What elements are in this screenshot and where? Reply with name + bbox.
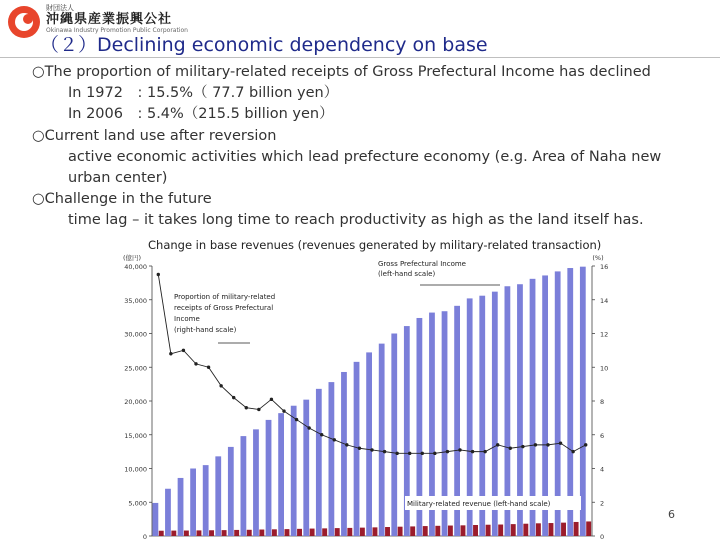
right-tick-label: 4 [600,465,605,474]
ratio-point [584,443,587,446]
left-tick-label: 15,000 [124,431,147,440]
military-revenue-bar [498,525,503,536]
right-tick-label: 0 [600,533,605,540]
gpi-bar [391,334,397,537]
gpi-bar [190,469,196,537]
military-revenue-bar [410,526,415,536]
military-revenue-bar [473,525,478,536]
military-annotation-text: Military-related revenue (left-hand scale) [407,500,551,508]
left-axis-unit: (億円) [122,254,142,262]
logo-circle-icon [6,4,42,40]
military-revenue-bar [197,530,202,536]
logo-main-text: 沖縄県産業振興公社 [46,12,173,27]
military-revenue-bar [511,524,516,536]
ratio-point [383,450,386,453]
ratio-annotation-text: (right-hand scale) [174,326,237,334]
ratio-point [521,445,524,448]
gpi-bar [178,478,184,536]
gpi-bar [567,268,573,536]
military-revenue-bar [423,526,428,536]
right-tick-label: 14 [600,296,609,305]
military-revenue-bar [184,531,189,536]
page-title: （２）Declining economic dependency on base [40,34,488,56]
ratio-point [307,426,310,429]
military-revenue-bar [574,522,579,536]
gpi-bar [341,372,347,536]
military-revenue-bar [335,528,340,536]
ratio-point [219,384,222,387]
military-revenue-bar [171,531,176,536]
ratio-point [157,273,160,276]
gpi-bar [165,489,171,536]
gpi-bar [329,382,335,536]
military-revenue-bar [448,526,453,536]
left-tick-label: 40,000 [124,263,147,271]
title-divider [0,57,720,58]
right-axis-unit: (%) [592,254,604,262]
military-revenue-bar [209,530,214,536]
left-tick-label: 20,000 [124,398,147,406]
military-revenue-bar [234,530,239,536]
military-revenue-bar [523,524,528,536]
ratio-point [194,362,197,365]
military-revenue-bar [222,530,227,536]
military-revenue-bar [398,527,403,536]
ratio-point [446,450,449,453]
ratio-point [559,441,562,444]
military-revenue-bar [310,529,315,536]
ratio-point [421,452,424,455]
ratio-annotation-text: Income [174,315,200,323]
ratio-point [257,408,260,411]
bullet-2-line-a: active economic activities which lead prefecture economy (e.g. Area of Naha new [68,148,662,165]
right-tick-label: 16 [600,263,609,271]
gpi-annotation-text: (left-hand scale) [378,270,436,278]
ratio-annotation-text: receipts of Gross Prefectural [174,304,274,312]
bullet-2: ○Current land use after reversion [32,127,277,144]
ratio-point [245,406,248,409]
gpi-bar [153,503,159,536]
ratio-point [395,452,398,455]
military-revenue-bar [285,529,290,536]
ratio-point [370,448,373,451]
left-tick-label: 30,000 [124,330,147,339]
gpi-bar [366,352,372,536]
bullet-3-line-a: time lag – it takes long time to reach productivity as high as the land itself has. [68,212,644,229]
logo-english-text: Okinawa Industry Promotion Public Corporation [46,27,188,34]
ratio-point [471,450,474,453]
military-revenue-bar [435,526,440,536]
left-tick-label: 35,000 [124,296,147,305]
ratio-point [496,443,499,446]
ratio-point [345,443,348,446]
ratio-point [182,349,185,352]
ratio-annotation-text: Proportion of military-related [174,293,276,301]
gpi-bar [278,413,284,536]
military-revenue-bar [461,525,466,536]
ratio-point [509,447,512,450]
gpi-bar [203,465,209,536]
ratio-point [320,433,323,436]
gpi-bar [241,436,247,536]
military-revenue-bar [272,529,277,536]
ratio-point [232,396,235,399]
page-number: 6 [668,508,675,521]
bullet-1-line-a: In 1972 : 15.5%（ 77.7 billion yen） [68,85,339,102]
ratio-point [546,443,549,446]
ratio-point [433,452,436,455]
gpi-bar [266,420,272,536]
bullet-2-line-b: urban center) [68,170,168,187]
military-revenue-bar [549,523,554,536]
military-revenue-bar [347,528,352,536]
military-revenue-bar [486,525,491,536]
gpi-bar [291,406,297,536]
right-tick-label: 8 [600,398,605,406]
chart-title: Change in base revenues (revenues generated by military-related transaction) [148,238,602,252]
right-tick-label: 12 [600,330,609,339]
military-revenue-bar [385,527,390,536]
military-revenue-bar [586,521,591,536]
gpi-bar [379,344,385,536]
ratio-point [483,450,486,453]
ratio-point [534,443,537,446]
ratio-point [408,452,411,455]
left-tick-label: 5,000 [128,499,147,508]
ratio-point [333,438,336,441]
military-revenue-bar [561,523,566,536]
left-tick-label: 10,000 [124,465,147,474]
military-revenue-bar [297,529,302,536]
gpi-bar [316,389,322,536]
right-tick-label: 2 [600,499,605,508]
military-revenue-bar [159,531,164,536]
bullet-list [32,62,712,232]
gpi-bar [215,456,221,536]
military-revenue-bar [322,528,327,536]
ratio-point [358,447,361,450]
gpi-annotation-text: Gross Prefectural Income [378,260,466,268]
military-revenue-bar [247,530,252,536]
ratio-point [169,352,172,355]
logo-small-text: 財団法人 [46,4,74,12]
gpi-bar [228,447,234,536]
bullet-1: ○The proportion of military-related receipts of Gross Prefectural Income has declined [32,64,651,80]
bullet-3: ○Challenge in the future [32,191,212,208]
base-revenue-chart [100,250,620,540]
gpi-bar [253,429,259,536]
ratio-point [458,448,461,451]
ratio-point [571,450,574,453]
ratio-point [270,398,273,401]
right-tick-label: 10 [600,364,609,373]
ratio-point [295,418,298,421]
military-revenue-bar [259,530,264,536]
left-tick-label: 25,000 [124,364,147,373]
ratio-point [282,409,285,412]
military-revenue-bar [536,523,541,536]
right-tick-label: 6 [600,431,605,440]
bullet-1-line-b: In 2006 : 5.4%（215.5 billion yen） [68,106,334,123]
gpi-bar [303,400,309,536]
ratio-point [207,366,210,369]
military-revenue-bar [373,527,378,536]
military-revenue-bar [360,528,365,536]
left-tick-label: 0 [142,533,147,540]
gpi-bar [580,267,586,536]
